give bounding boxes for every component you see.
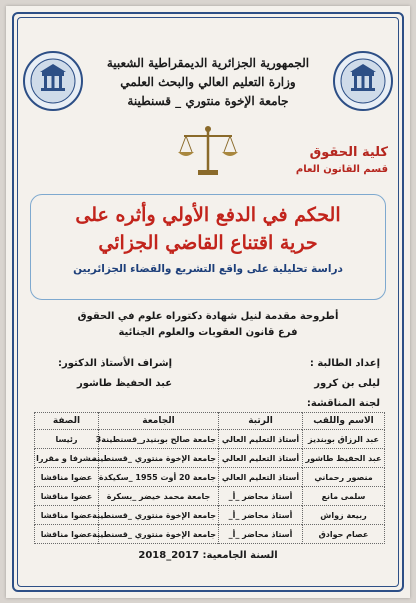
faculty-block <box>296 144 388 177</box>
thesis-title-line2: حرية اقتناع القاضي الجزائي <box>98 232 318 254</box>
member-rank: أستاذ التعليم العالي <box>219 449 303 468</box>
member-rank: أستاذ التعليم العالي <box>219 430 303 449</box>
republic-name: الجمهورية الجزائرية الديمقراطية الشعبية <box>106 56 310 70</box>
member-role: مشرفا و مقررا <box>35 449 99 468</box>
supervisor-block <box>58 354 172 394</box>
title-box <box>30 194 386 300</box>
committee-table <box>34 412 385 544</box>
university-logo-icon <box>22 50 84 112</box>
thesis-title-line1: الحكم في الدفع الأولي وأثره على <box>75 204 341 226</box>
academic-year: السنة الجامعية: 2017_2018 <box>138 550 278 561</box>
member-university: جامعة صالح بوبنيدر_قسنطينة3 <box>99 430 219 449</box>
scales-of-justice-icon <box>176 124 240 178</box>
student-block <box>310 354 380 394</box>
table-row <box>35 449 385 468</box>
member-rank: أستاذ التعليم العالي <box>219 468 303 487</box>
header-role: الصفة <box>35 413 99 430</box>
member-name: سلمى مانع <box>303 487 385 506</box>
member-rank: أستاذ محاضر _أ_ <box>219 525 303 544</box>
member-university: جامعة 20 أوت 1955 _سكيكدة <box>99 468 219 487</box>
member-role: عضوا مناقشا <box>35 525 99 544</box>
committee-header-row <box>35 413 385 430</box>
faculty-name: كلية الحقوق <box>309 145 388 160</box>
table-row <box>35 525 385 544</box>
table-row <box>35 487 385 506</box>
member-name: منصور رحماني <box>303 468 385 487</box>
table-row <box>35 468 385 487</box>
department-name: قسم القانون العام <box>295 164 388 175</box>
member-role: عضوا مناقشا <box>35 468 99 487</box>
thesis-subtitle: دراسة تحليلية على واقع التشريع والقضاء الجزائريين <box>73 263 343 275</box>
member-name: عبد الرزاق بوبنديز <box>303 430 385 449</box>
header-rank: الرتبة <box>219 413 303 430</box>
specialty-line: فرع قانون العقوبات والعلوم الجنائية <box>118 327 298 338</box>
table-row <box>35 506 385 525</box>
supervisor-label: إشراف الأستاذ الدكتور: <box>58 358 173 369</box>
table-row <box>35 430 385 449</box>
member-role: رئيسا <box>35 430 99 449</box>
member-university: جامعة محمد خيضر _بسكرة <box>99 487 219 506</box>
member-role: عضوا مناقشا <box>35 487 99 506</box>
member-rank: أستاذ محاضر _أ_ <box>219 487 303 506</box>
member-role: عضوا مناقشا <box>35 506 99 525</box>
committee-title: لجنة المناقشة: <box>306 398 380 409</box>
member-name: عبد الحفيظ طاشور <box>303 449 385 468</box>
header-name: الاسم واللقب <box>303 413 385 430</box>
university-logo-icon <box>332 50 394 112</box>
university-name: جامعة الإخوة منتوري _ قسنطينة <box>127 94 289 108</box>
member-university: جامعة الإخوة منتوري _قسنطينة <box>99 506 219 525</box>
member-university: جامعة الإخوة منتوري _قسنطينة <box>99 449 219 468</box>
member-university: جامعة الإخوة منتوري _قسنطينة <box>99 525 219 544</box>
student-label: إعداد الطالبة : <box>309 358 380 369</box>
institution-header <box>86 54 330 111</box>
thesis-description <box>26 309 390 341</box>
header-university: الجامعة <box>99 413 219 430</box>
member-name: ربيعة زواش <box>303 506 385 525</box>
member-name: عصام حوادق <box>303 525 385 544</box>
degree-line: أطروحة مقدمة لنيل شهادة دكتوراه علوم في الحقوق <box>77 311 339 322</box>
student-name: ليلى بن كرور <box>314 378 380 389</box>
ministry-name: وزارة التعليم العالي والبحث العلمي <box>120 75 296 89</box>
member-rank: أستاذ محاضر _أ_ <box>219 506 303 525</box>
thesis-cover-page <box>6 6 410 598</box>
supervisor-name: عبد الحفيظ طاشور <box>76 378 173 389</box>
